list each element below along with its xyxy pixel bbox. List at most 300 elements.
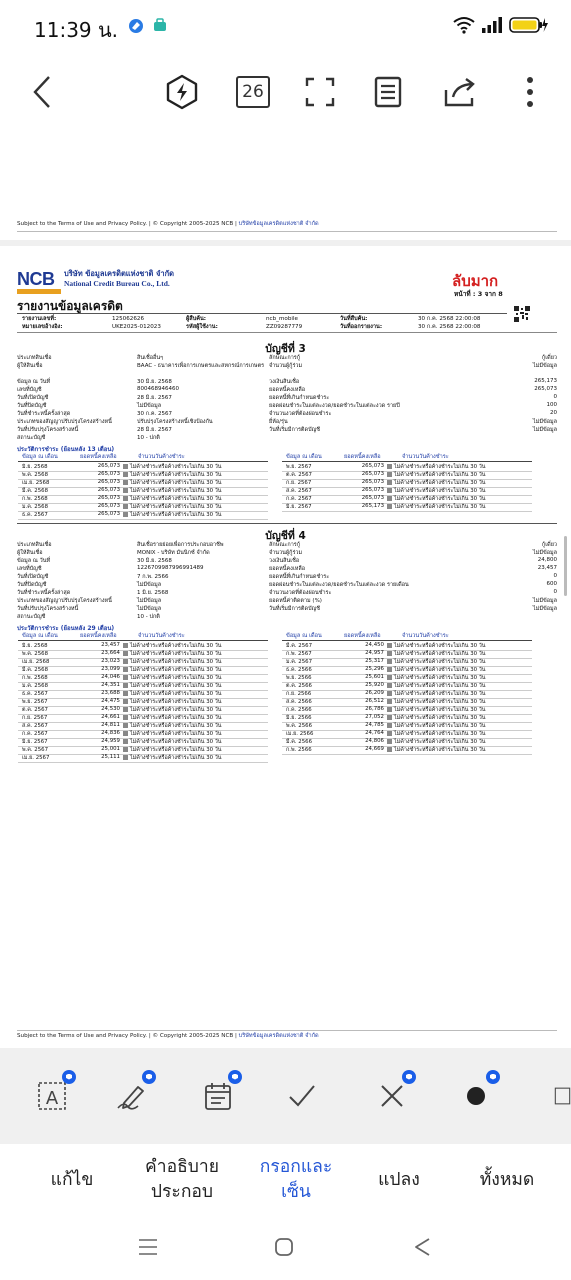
history-row <box>286 642 536 650</box>
detail-label: ผู้ให้สินเชื่อ <box>17 550 43 556</box>
history-status-text: ไม่ค้างชำระหรือค้างชำระไม่เกิน 30 วัน <box>130 699 222 705</box>
row-underline <box>282 511 532 512</box>
history-status <box>387 698 486 706</box>
logo-stripe <box>17 289 61 294</box>
status-box-icon <box>123 504 128 509</box>
document-view-icon <box>374 76 402 108</box>
detail-row <box>17 426 557 434</box>
history-status-text: ไม่ค้างชำระหรือค้างชำระไม่เกิน 30 วัน <box>130 723 222 729</box>
detail-value: 1 มิ.ย. 2568 <box>137 590 169 596</box>
bottom-tab-bar <box>0 1144 571 1216</box>
history-status-text: ไม่ค้างชำระหรือค้างชำระไม่เกิน 30 วัน <box>394 496 486 502</box>
history-row <box>22 642 272 650</box>
history-balance: 265,073 <box>97 511 120 517</box>
page-footer-2 <box>17 1032 319 1040</box>
meta-l1: รายงานเลขที่: <box>22 316 57 322</box>
signature-tool[interactable] <box>112 1076 152 1116</box>
date-tool[interactable] <box>198 1076 238 1116</box>
status-box-icon <box>123 512 128 517</box>
status-box-icon <box>387 691 392 696</box>
history-status <box>123 511 222 519</box>
header-underline <box>18 640 268 641</box>
reading-mode-button[interactable] <box>366 68 410 116</box>
account4-history-title: ประวัติการชำระ (ย้อนหลัง 29 เดือน) <box>17 625 115 632</box>
detail-row <box>17 362 557 370</box>
history-status-text: ไม่ค้างชำระหรือค้างชำระไม่เกิน 30 วัน <box>130 480 222 486</box>
tab-edit[interactable]: แก้ไข <box>50 1169 94 1190</box>
qr-code-icon <box>514 306 530 322</box>
status-box-icon <box>123 755 128 760</box>
history-status-text: ไม่ค้างชำระหรือค้างชำระไม่เกิน 30 วัน <box>130 755 222 761</box>
status-box-icon <box>387 496 392 501</box>
page-number: หน้าที่ : 3 จาก 8 <box>454 290 503 298</box>
dot-tool[interactable] <box>456 1076 496 1116</box>
share-icon <box>443 76 477 108</box>
history-status-text: ไม่ค้างชำระหรือค้างชำระไม่เกิน 30 วัน <box>130 707 222 713</box>
history-status <box>123 666 222 674</box>
meta-v3: 30 ก.ค. 2568 22:00:08 <box>418 324 481 330</box>
detail-label: วันที่ชำระหนี้ครั้งล่าสุด <box>17 411 71 417</box>
history-date: ส.ค. 2567 <box>22 723 48 729</box>
history-status-text: ไม่ค้างชำระหรือค้างชำระไม่เกิน 30 วัน <box>394 504 486 510</box>
history-status <box>123 698 222 706</box>
history-row <box>286 658 536 666</box>
history-balance: 26,786 <box>365 706 384 712</box>
history-row <box>22 722 272 730</box>
history-date: ส.ค. 2567 <box>286 488 312 494</box>
history-status <box>387 463 486 471</box>
status-box-icon <box>387 667 392 672</box>
detail-value: 10 - ปกติ <box>137 614 160 620</box>
history-balance: 25,920 <box>365 682 384 688</box>
row-underline <box>282 754 532 755</box>
detail-value: 265,073 <box>534 386 557 392</box>
history-status-text: ไม่ค้างชำระหรือค้างชำระไม่เกิน 30 วัน <box>130 472 222 478</box>
more-options-button[interactable] <box>510 68 550 116</box>
status-box-icon <box>123 496 128 501</box>
status-box-icon <box>387 488 392 493</box>
scrollbar-thumb[interactable] <box>564 536 567 596</box>
detail-value: 28 มิ.ย. 2567 <box>137 427 172 433</box>
app-notification-icon <box>128 18 144 34</box>
history-status <box>387 714 486 722</box>
premium-badge-icon-4 <box>402 1070 416 1084</box>
history-status <box>123 682 222 690</box>
history-status <box>123 479 222 487</box>
detail-label: ผู้ให้สินเชื่อ <box>17 363 43 369</box>
history-balance: 23,688 <box>101 690 120 696</box>
history-balance: 23,457 <box>101 642 120 648</box>
detail-row <box>17 573 557 581</box>
history-date: ต.ค. 2567 <box>286 472 312 478</box>
checkmark-icon <box>287 1083 317 1109</box>
history-date: พ.ค. 2566 <box>286 723 313 729</box>
history-status <box>123 706 222 714</box>
history-status <box>123 730 222 738</box>
detail-label: ประเภทของสัญญาปรับปรุงโครงสร้างหนี้ <box>17 598 112 604</box>
detail-label: วันที่ปรับปรุงโครงสร้างหนี้ <box>17 606 79 612</box>
meta-divider <box>17 332 557 333</box>
history-balance: 25,601 <box>365 674 384 680</box>
system-navigation-bar <box>0 1216 571 1280</box>
history-status <box>123 642 222 650</box>
status-box-icon <box>123 723 128 728</box>
header-status: จำนวนวันค้างชำระ <box>402 454 449 460</box>
text-box-icon <box>37 1081 67 1111</box>
history-status-text: ไม่ค้างชำระหรือค้างชำระไม่เกิน 30 วัน <box>130 512 222 518</box>
history-status-text: ไม่ค้างชำระหรือค้างชำระไม่เกิน 30 วัน <box>130 715 222 721</box>
detail-label: วันที่ปิดบัญชี <box>17 582 47 588</box>
text-box-tool[interactable] <box>32 1076 72 1116</box>
history-date: ก.ย. 2567 <box>286 480 312 486</box>
detail-row <box>17 565 557 573</box>
meta-v2: ZZ09287779 <box>266 324 303 330</box>
check-tool[interactable] <box>282 1076 322 1116</box>
history-status-text: ไม่ค้างชำระหรือค้างชำระไม่เกิน 30 วัน <box>394 723 486 729</box>
history-status <box>123 674 222 682</box>
history-row <box>286 682 536 690</box>
meta-v1: 125062626 <box>112 316 145 322</box>
footer-link[interactable]: บริษัทข้อมูลเครดิตแห่งชาติ จำกัด <box>238 221 319 227</box>
fullscreen-button[interactable] <box>298 68 342 116</box>
status-box-icon <box>387 464 392 469</box>
header-status: จำนวนวันค้างชำระ <box>138 633 185 639</box>
history-balance: 24,764 <box>365 730 384 736</box>
history-status <box>123 487 222 495</box>
meta-l2: รหัสผู้ใช้งาน: <box>186 324 218 330</box>
share-button[interactable] <box>438 68 482 116</box>
history-row <box>286 479 536 487</box>
detail-label: วงเงินสินเชื่อ <box>269 558 300 564</box>
status-box-icon <box>387 504 392 509</box>
detail-label: ข้อมูล ณ วันที่ <box>17 558 51 564</box>
detail-row <box>17 354 557 362</box>
account3-history-title: ประวัติการชำระ (ย้อนหลัง 13 เดือน) <box>17 446 115 453</box>
date-calendar-icon <box>204 1081 232 1111</box>
cross-tool[interactable] <box>372 1076 412 1116</box>
detail-label: เลขที่บัญชี <box>17 566 42 572</box>
status-box-icon <box>123 683 128 688</box>
history-row <box>22 706 272 714</box>
status-box-icon <box>123 715 128 720</box>
history-row <box>22 690 272 698</box>
detail-label: ประเภทสินเชื่อ <box>17 355 52 361</box>
history-status-text: ไม่ค้างชำระหรือค้างชำระไม่เกิน 30 วัน <box>130 496 222 502</box>
detail-label: จำนวนผู้กู้ร่วม <box>269 550 303 556</box>
history-status <box>387 503 486 511</box>
premium-badge-icon <box>62 1070 76 1084</box>
premium-badge-icon-3 <box>228 1070 242 1084</box>
status-box-icon <box>123 472 128 477</box>
status-box-icon <box>387 683 392 688</box>
header-divider <box>17 313 507 314</box>
history-date: ก.พ. 2568 <box>22 496 48 502</box>
detail-value: ไม่มีข้อมูล <box>532 550 557 556</box>
status-box-icon <box>387 659 392 664</box>
confidential-stamp: ลับมาก <box>452 272 499 290</box>
history-status <box>123 738 222 746</box>
status-box-icon <box>123 675 128 680</box>
detail-row <box>17 402 557 410</box>
history-row <box>286 650 536 658</box>
history-balance: 23,099 <box>101 666 120 672</box>
home-button[interactable] <box>264 1232 304 1262</box>
history-balance: 24,475 <box>101 698 120 704</box>
history-row <box>22 746 272 754</box>
history-status <box>123 650 222 658</box>
status-box-icon <box>387 731 392 736</box>
history-row <box>22 471 272 479</box>
status-box-icon <box>387 699 392 704</box>
detail-label: สถานะบัญชี <box>17 614 46 620</box>
header-balance: ยอดหนี้คงเหลือ <box>80 454 117 460</box>
history-status <box>387 722 486 730</box>
annotation-tools <box>0 1048 571 1144</box>
history-status <box>387 706 486 714</box>
history-date: ม.ค. 2568 <box>22 683 49 689</box>
history-date: ม.ค. 2568 <box>22 504 49 510</box>
history-date: มิ.ย. 2568 <box>22 464 48 470</box>
tab-annotate[interactable]: คำอธิบาย ประกอบ <box>145 1157 219 1202</box>
detail-row <box>17 386 557 394</box>
previous-page <box>0 132 571 240</box>
history-date: พ.ค. 2568 <box>22 651 49 657</box>
detail-value: 800468946460 <box>137 386 179 392</box>
history-balance: 26,209 <box>365 690 384 696</box>
history-row <box>22 682 272 690</box>
premium-badge-icon-2 <box>142 1070 156 1084</box>
detail-row <box>17 581 557 589</box>
history-balance: 23,664 <box>101 650 120 656</box>
history-status-text: ไม่ค้างชำระหรือค้างชำระไม่เกิน 30 วัน <box>394 488 486 494</box>
detail-row <box>17 418 557 426</box>
history-status <box>123 714 222 722</box>
status-box-icon <box>387 747 392 752</box>
back-nav-button[interactable] <box>402 1232 442 1262</box>
history-balance: 265,073 <box>97 487 120 493</box>
meta-v3: 30 ก.ค. 2568 22:00:08 <box>418 316 481 322</box>
tab-fill-and-sign[interactable]: กรอกและ เซ็น <box>259 1157 333 1202</box>
tab-convert[interactable]: แปลง <box>378 1169 420 1190</box>
status-box-icon <box>387 675 392 680</box>
history-balance: 24,046 <box>101 674 120 680</box>
detail-value: ไม่มีข้อมูล <box>532 363 557 369</box>
history-row <box>286 463 536 471</box>
history-status <box>387 738 486 746</box>
tab-all[interactable]: ทั้งหมด <box>479 1169 535 1190</box>
history-balance: 265,073 <box>361 495 384 501</box>
detail-value: 1226709987996991489 <box>137 565 204 571</box>
header-underline <box>18 461 268 462</box>
status-box-icon <box>123 667 128 672</box>
company-name-en: National Credit Bureau Co., Ltd. <box>64 279 170 288</box>
history-status <box>387 682 486 690</box>
history-date: ก.ย. 2566 <box>286 691 312 697</box>
history-balance: 24,957 <box>365 650 384 656</box>
home-icon <box>274 1237 294 1257</box>
detail-label: ลักษณะการกู้ <box>269 355 301 361</box>
detail-row <box>17 597 557 605</box>
history-date: พ.ย. 2567 <box>22 699 48 705</box>
page-count-button[interactable] <box>232 68 274 116</box>
history-row <box>286 495 536 503</box>
recent-apps-button[interactable] <box>128 1232 168 1262</box>
history-status-text: ไม่ค้างชำระหรือค้างชำระไม่เกิน 30 วัน <box>130 643 222 649</box>
detail-value: ไม่มีข้อมูล <box>532 419 557 425</box>
history-status <box>123 690 222 698</box>
history-date: ธ.ค. 2566 <box>286 667 312 673</box>
history-status-text: ไม่ค้างชำระหรือค้างชำระไม่เกิน 30 วัน <box>394 683 486 689</box>
history-row <box>22 738 272 746</box>
detail-label: ประเภทของสัญญาปรับปรุงโครงสร้างหนี้ <box>17 419 112 425</box>
history-row <box>22 666 272 674</box>
account3-title: บัญชีที่ 3 <box>265 343 306 355</box>
history-date: ก.ค. 2566 <box>286 707 312 713</box>
detail-value: ไม่มีข้อมูล <box>137 582 162 588</box>
rectangle-tool[interactable] <box>540 1076 571 1116</box>
history-balance: 24,811 <box>101 722 120 728</box>
history-date: มี.ค. 2568 <box>22 667 49 673</box>
header-balance: ยอดหนี้คงเหลือ <box>344 633 381 639</box>
history-status-text: ไม่ค้างชำระหรือค้างชำระไม่เกิน 30 วัน <box>130 464 222 470</box>
history-status-text: ไม่ค้างชำระหรือค้างชำระไม่เกิน 30 วัน <box>394 675 486 681</box>
history-row <box>22 698 272 706</box>
history-row <box>22 463 272 471</box>
detail-row <box>17 541 557 549</box>
detail-label: ยอดหนี้คงเหลือ <box>269 387 306 393</box>
history-status-text: ไม่ค้างชำระหรือค้างชำระไม่เกิน 30 วัน <box>130 731 222 737</box>
history-balance: 25,317 <box>365 658 384 664</box>
detail-row <box>17 434 557 442</box>
history-date: พ.ค. 2568 <box>22 472 49 478</box>
history-status <box>123 658 222 666</box>
detail-row <box>17 549 557 557</box>
history-status-text: ไม่ค้างชำระหรือค้างชำระไม่เกิน 30 วัน <box>394 699 486 705</box>
history-balance: 265,073 <box>361 487 384 493</box>
history-balance: 24,785 <box>365 722 384 728</box>
history-status-text: ไม่ค้างชำระหรือค้างชำระไม่เกิน 30 วัน <box>130 659 222 665</box>
history-balance: 24,806 <box>365 738 384 744</box>
history-balance: 26,512 <box>365 698 384 704</box>
history-status <box>123 722 222 730</box>
detail-label: วันที่ปรับปรุงโครงสร้างหนี้ <box>17 427 79 433</box>
history-row <box>22 511 272 519</box>
detail-value: ไม่มีข้อมูล <box>137 598 162 604</box>
detail-value: ไม่มีข้อมูล <box>532 427 557 433</box>
chevron-left-icon <box>32 75 52 109</box>
history-balance: 265,073 <box>97 503 120 509</box>
back-button[interactable] <box>22 68 62 116</box>
header-status: จำนวนวันค้างชำระ <box>138 454 185 460</box>
header-status: จำนวนวันค้างชำระ <box>402 633 449 639</box>
history-row <box>22 503 272 511</box>
detail-value: 0 <box>553 589 557 595</box>
status-box-icon <box>123 488 128 493</box>
detail-value: กู้เดี่ยว <box>541 542 557 548</box>
company-name-th: บริษัท ข้อมูลเครดิตแห่งชาติ จำกัด <box>64 269 175 278</box>
history-status-text: ไม่ค้างชำระหรือค้างชำระไม่เกิน 30 วัน <box>394 691 486 697</box>
detail-label: เลขที่บัญชี <box>17 387 42 393</box>
history-date: ก.ค. 2567 <box>22 731 48 737</box>
report-title: รายงานข้อมูลเครดิต <box>17 299 123 313</box>
history-balance: 24,351 <box>101 682 120 688</box>
history-status-text: ไม่ค้างชำระหรือค้างชำระไม่เกิน 30 วัน <box>130 747 222 753</box>
history-date: ก.พ. 2568 <box>22 675 48 681</box>
recent-apps-icon <box>138 1238 158 1256</box>
history-date: พ.ย. 2566 <box>286 675 312 681</box>
history-date: ต.ค. 2567 <box>22 707 48 713</box>
detail-row <box>17 557 557 565</box>
history-balance: 24,661 <box>101 714 120 720</box>
detail-label: ยี่ห้อ/รุ่น <box>269 419 288 425</box>
history-date: ธ.ค. 2567 <box>22 691 48 697</box>
status-box-icon <box>387 472 392 477</box>
meta-v2: ncb_mobile <box>266 316 298 322</box>
history-date: มิ.ย. 2566 <box>286 715 312 721</box>
detail-value: 600 <box>546 581 557 587</box>
history-date: มิ.ย. 2568 <box>22 643 48 649</box>
history-date: มี.ค. 2566 <box>286 739 313 745</box>
section-divider <box>17 523 557 524</box>
history-status-text: ไม่ค้างชำระหรือค้างชำระไม่เกิน 30 วัน <box>130 675 222 681</box>
detail-value: 23,457 <box>537 565 557 571</box>
status-box-icon <box>123 731 128 736</box>
history-row <box>286 698 536 706</box>
history-balance: 25,111 <box>101 754 120 760</box>
history-row <box>286 730 536 738</box>
header-underline <box>282 461 532 462</box>
history-row <box>286 674 536 682</box>
meta-l3: วันที่สืบค้น: <box>340 316 368 322</box>
premium-badge-icon-5 <box>486 1070 500 1084</box>
history-status <box>387 674 486 682</box>
history-balance: 265,073 <box>361 479 384 485</box>
history-row <box>286 706 536 714</box>
history-row <box>22 495 272 503</box>
history-date: เม.ย. 2568 <box>22 480 50 486</box>
page-footer <box>17 220 319 228</box>
row-underline <box>18 519 268 520</box>
history-row <box>286 487 536 495</box>
meta-l1: หมายเลขอ้างอิง: <box>22 324 63 330</box>
signature-pen-icon <box>116 1081 148 1111</box>
detail-label: วันที่เปิดบัญชี <box>17 395 49 401</box>
back-triangle-icon <box>413 1237 431 1257</box>
detail-value: ไม่มีข้อมูล <box>532 606 557 612</box>
ncb-logo <box>17 270 61 294</box>
history-date: มิ.ย. 2567 <box>286 504 312 510</box>
detail-label: จำนวนงวดที่ต้องผ่อนชำระ <box>269 411 332 417</box>
detail-label: สถานะบัญชี <box>17 435 46 441</box>
footer-link-2[interactable]: บริษัทข้อมูลเครดิตแห่งชาติ จำกัด <box>238 1033 319 1039</box>
history-status-text: ไม่ค้างชำระหรือค้างชำระไม่เกิน 30 วัน <box>394 472 486 478</box>
history-status-text: ไม่ค้างชำระหรือค้างชำระไม่เกิน 30 วัน <box>394 651 486 657</box>
page-count-badge: 26 <box>236 76 270 108</box>
meta-l2: ผู้สืบค้น: <box>186 316 207 322</box>
history-status-text: ไม่ค้างชำระหรือค้างชำระไม่เกิน 30 วัน <box>394 731 486 737</box>
cross-mark-icon <box>380 1084 404 1108</box>
detail-value: 100 <box>546 402 557 408</box>
history-row <box>286 738 536 746</box>
ai-assistant-button[interactable] <box>160 68 204 116</box>
history-date: ก.ค. 2567 <box>286 496 312 502</box>
detail-value: 10 - ปกติ <box>137 435 160 441</box>
history-date: มี.ค. 2568 <box>22 488 49 494</box>
detail-value: กู้เดี่ยว <box>541 355 557 361</box>
history-status-text: ไม่ค้างชำระหรือค้างชำระไม่เกิน 30 วัน <box>130 691 222 697</box>
detail-label: วงเงินสินเชื่อ <box>269 379 300 385</box>
detail-value: 7 ก.พ. 2566 <box>137 574 169 580</box>
